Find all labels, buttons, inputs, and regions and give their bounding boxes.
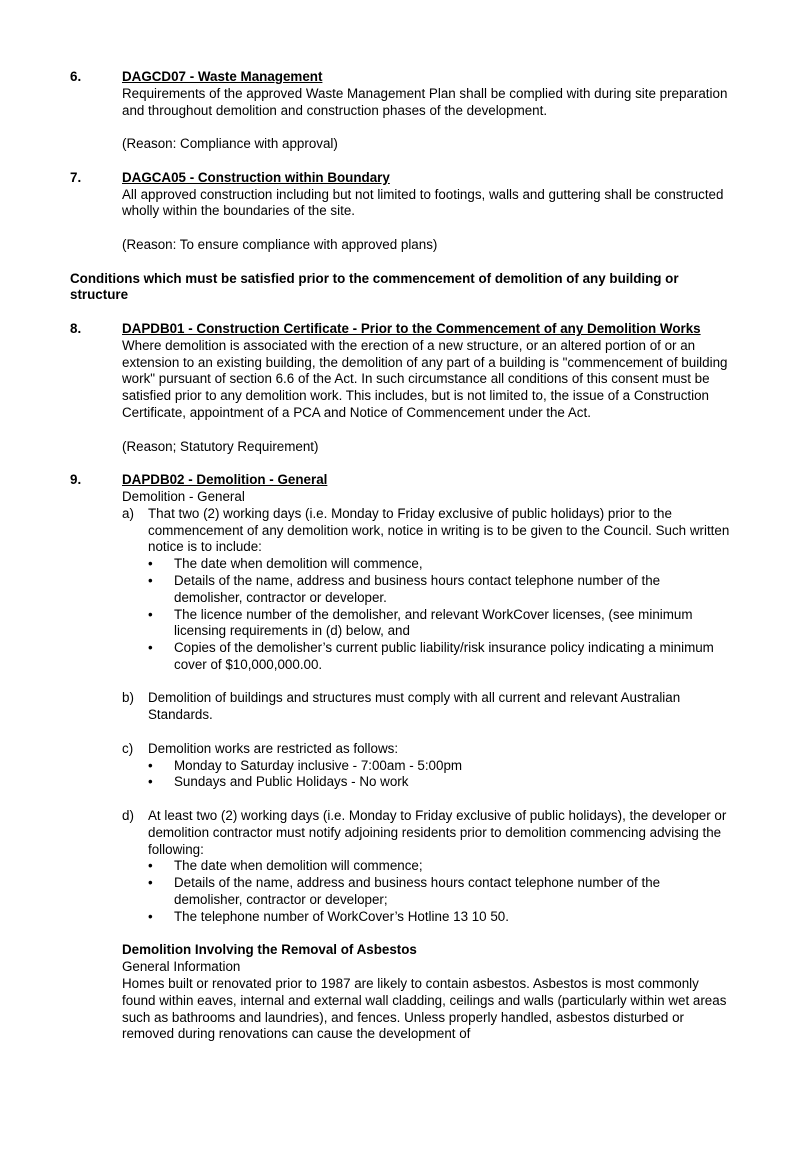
bullet-icon: • — [148, 774, 153, 790]
condition-reason: (Reason; Statutory Requirement) — [122, 438, 319, 454]
bullet-item: • The licence number of the demolisher, and relevant WorkCover licenses, (see minimum licensing requirements in (d) below, and — [148, 606, 693, 639]
bullet-item: • The date when demolition will commence; — [148, 858, 423, 874]
item-letter: a) — [122, 505, 134, 521]
asbestos-subheading: General Information — [122, 959, 241, 975]
list-item-a — [122, 506, 730, 674]
bullet-icon: • — [148, 875, 153, 891]
item-letter: c) — [122, 740, 134, 756]
condition-9 — [70, 472, 730, 1043]
condition-6 — [70, 69, 730, 153]
bullet-item: • Details of the name, address and business hours contact telephone number of the demolisher, contractor or developer; — [148, 875, 661, 908]
item-letter: d) — [122, 808, 134, 824]
document-page — [70, 69, 730, 1043]
condition-body: All approved construction including but not limited to footings, walls and guttering shall be constructed wholly within the boundaries of the site. — [122, 186, 724, 219]
bullet-icon: • — [148, 858, 153, 874]
bullet-item: • The date when demolition will commence, — [148, 556, 423, 572]
item-text: At least two (2) working days (i.e. Monday to Friday exclusive of public holidays), the developer or demolition contractor must notify adjoining residents prior to demolition commencing advising the following: — [148, 808, 727, 857]
bullet-item: • Monday to Saturday inclusive - 7:00am - 5:00pm — [148, 757, 463, 773]
bullet-item: • Details of the name, address and business hours contact telephone number of the demolisher, contractor or developer. — [148, 572, 661, 605]
item-text: That two (2) working days (i.e. Monday to Friday exclusive of public holidays) prior to the commencement of any demolition work, notice in writing is to be given to the Council. Such written notice is to include: — [148, 505, 730, 555]
asbestos-text: Homes built or renovated prior to 1987 are likely to contain asbestos. Asbestos is most commonly found within eaves, internal and external wall cladding, ceilings and walls (particularly within wet areas such as bathrooms and laundries), and fences. Unless properly handled, asbestos disturbed or removed during renovations can cause the development of — [122, 976, 727, 1042]
bullet-icon: • — [148, 556, 153, 572]
bullet-icon: • — [148, 572, 153, 588]
item-text: Demolition of buildings and structures must comply with all current and relevant Australian Standards. — [148, 690, 681, 723]
bullet-icon: • — [148, 640, 153, 656]
condition-subtitle: Demolition - General — [122, 488, 245, 504]
condition-reason: (Reason: To ensure compliance with approved plans) — [122, 236, 438, 252]
asbestos-heading: Demolition Involving the Removal of Asbestos — [122, 942, 417, 958]
bullet-icon: • — [148, 757, 153, 773]
bullet-item: • Sundays and Public Holidays - No work — [148, 774, 409, 790]
condition-reason: (Reason: Compliance with approval) — [122, 136, 338, 152]
condition-body: Where demolition is associated with the erection of a new structure, or an altered portion of or an extension to an existing building, the demolition of any part of a building is "commencement of building work" pursuant of section 6.6 of the Act. In such circumstance all conditions of this consent must be satisfied prior to any demolition work. This includes, but is not limited to, the issue of a Construction Certificate, appointment of a PCA and Notice of Commencement under the Act. — [122, 337, 728, 420]
item-letter: b) — [122, 690, 134, 706]
condition-number: 8. — [70, 320, 82, 336]
bullet-list — [148, 858, 730, 925]
condition-body: Requirements of the approved Waste Management Plan shall be complied with during site preparation and throughout demolition and construction phases of the development. — [122, 85, 728, 118]
condition-title: DAPDB01 - Construction Certificate - Prior to the Commencement of any Demolition Works — [122, 320, 701, 336]
condition-number: 9. — [70, 472, 82, 488]
bullet-icon: • — [148, 606, 153, 622]
condition-title: DAGCA05 - Construction within Boundary — [122, 169, 390, 185]
section-heading: Conditions which must be satisfied prior to the commencement of demolition of any building or structure — [70, 270, 679, 303]
condition-title: DAGCD07 - Waste Management — [122, 69, 323, 84]
bullet-list — [148, 556, 730, 674]
condition-number: 6. — [70, 69, 82, 84]
condition-7 — [70, 170, 730, 254]
condition-8 — [70, 321, 730, 455]
condition-number: 7. — [70, 169, 82, 185]
list-item-c — [122, 741, 730, 791]
item-text: Demolition works are restricted as follows: — [148, 740, 399, 756]
list-item-d — [122, 808, 730, 926]
bullet-icon: • — [148, 908, 153, 924]
bullet-item: • Copies of the demolisher’s current public liability/risk insurance policy indicating a minimum cover of $10,000,000.00. — [148, 640, 714, 672]
bullet-list — [148, 758, 730, 792]
bullet-item: • The telephone number of WorkCover’s Hotline 13 10 50. — [148, 908, 509, 924]
list-item-b — [122, 690, 730, 724]
condition-title: DAPDB02 - Demolition - General — [122, 472, 328, 488]
